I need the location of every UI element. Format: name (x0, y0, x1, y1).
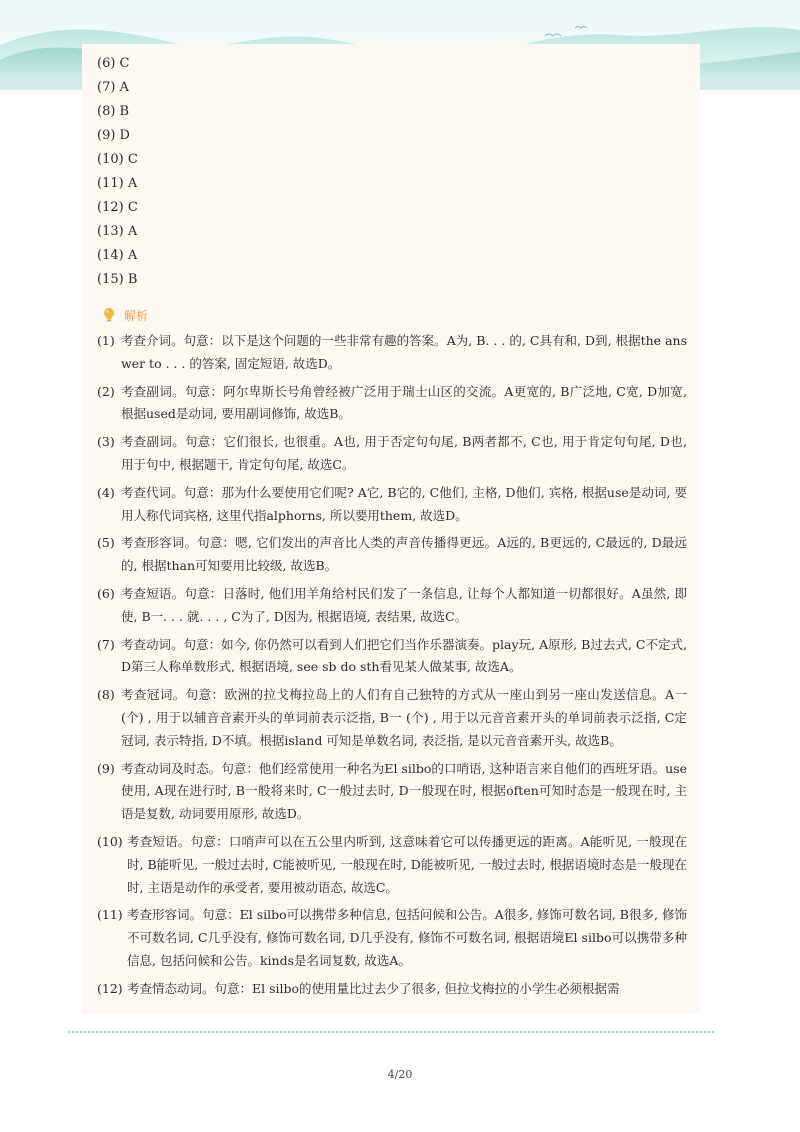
explanation-item (97, 978, 687, 1001)
answer-line: (14) A (97, 248, 138, 263)
explanation-number: (8) (97, 687, 115, 703)
explanation-item (97, 431, 687, 477)
explanation-text: 考查动词。句意：如今, 你仍然可以看到人们把它们当作乐器演奏。play玩, A原形, B过去式, C不定式, D第三人称单数形式, 根据语境, see sb do sth看见某人做某事, 故选A。 (121, 636, 687, 675)
explanation-item (97, 482, 687, 528)
answer-line: (7) A (97, 80, 129, 95)
explanation-number: (10) (97, 833, 123, 849)
answer-line: (6) C (97, 56, 130, 71)
explanation-item (97, 330, 687, 376)
explanation-text: 考查形容词。句意：El silbo可以携带多种信息, 包括问候和公告。A很多, 修饰可数名词, B很多, 修饰不可数名词, C几乎没有, 修饰可数名词, D几乎没有, 修饰不可数名词, 根据语境El silbo可以携带多种信息, 包括问候和公告。kinds是名词复数, 故选A。 (127, 907, 687, 968)
explanation-number: (5) (97, 535, 115, 551)
explanation-text: 考查形容词。句意：嗯, 它们发出的声音比人类的声音传播得更远。A远的, B更远的, C最远的, D最远的, 根据than可知要用比较级, 故选B。 (121, 535, 687, 574)
explanation-number: (2) (97, 383, 115, 399)
explanation-item (97, 532, 687, 578)
explanation-text: 考查情态动词。句意：El silbo的使用量比过去少了很多, 但拉戈梅拉的小学生必须根据需 (127, 980, 620, 996)
answer-line: (15) B (97, 272, 138, 287)
lightbulb-icon (100, 306, 118, 324)
explanation-text: 考查动词及时态。句意：他们经常使用一种名为El silbo的口哨语, 这种语言来自他们的西班牙语。use使用, A现在进行时, B一般将来时, C一般过去时, D一般现在时, 根据often可知时态是一般现在时, 主语是复数, 动词要用原形, 故选D。 (121, 760, 687, 822)
answer-line: (13) A (97, 224, 138, 239)
explanation-item (97, 684, 687, 752)
explanation-text: 考查代词。句意：那为什么要使用它们呢? A它, B它的, C他们, 主格, D他们, 宾格, 根据use是动词, 要用人称代词宾格, 这里代指alphorns, 所以要用them, 故选D。 (121, 484, 687, 523)
footer-divider (68, 1031, 714, 1033)
explanation-item (97, 758, 687, 826)
explanation-item (97, 381, 687, 427)
explanation-number: (1) (97, 333, 115, 348)
answer-line: (11) A (97, 176, 138, 191)
explanation-item (97, 904, 687, 972)
explanation-text: 考查短语。句意：日落时, 他们用羊角给村民们发了一条信息, 让每个人都知道一切都很好。A虽然, 即使, B一. . . 就. . . , C为了, D因为, 根据语境, 表结果, 故选C。 (121, 585, 687, 624)
answer-line: (9) D (97, 128, 130, 143)
explanation-number: (6) (97, 585, 115, 601)
explanation-item (97, 583, 687, 629)
explanation-text: 考查介词。句意：以下是这个问题的一些非常有趣的答案。A为, B. . . 的, C具有和, D到, 根据the answer to . . . 的答案, 固定短语, 故选D。 (121, 333, 687, 371)
answer-line: (8) B (97, 104, 130, 119)
explanation-number: (12) (97, 980, 123, 996)
analysis-label: 解析 (124, 308, 149, 323)
explanation-number: (7) (97, 636, 115, 652)
page-number: 4/20 (387, 1068, 413, 1081)
answer-line: (10) C (97, 152, 138, 167)
explanation-number: (3) (97, 434, 115, 450)
explanation-text: 考查副词。句意：阿尔卑斯长号角曾经被广泛用于瑞士山区的交流。A更宽的, B广泛地, C宽, D加宽, 根据used是动词, 要用副词修饰, 故选B。 (121, 383, 687, 422)
explanation-number: (9) (97, 760, 115, 776)
explanation-number: (4) (97, 484, 115, 500)
explanation-item (97, 831, 687, 899)
explanation-text: 考查副词。句意：它们很长, 也很重。A也, 用于否定句句尾, B两者都不, C也, 用于肯定句句尾, D也, 用于句中, 根据题干, 肯定句句尾, 故选C。 (121, 434, 687, 472)
analysis-heading (100, 304, 148, 326)
explanation-number: (11) (97, 907, 123, 923)
explanation-text: 考查短语。句意：口哨声可以在五公里内听到, 这意味着它可以传播更远的距离。A能听见, 一般现在时, B能听见, 一般过去时, C能被听见, 一般现在时, D能被听见, 一般过去时, 根据语境时态是一般现在时, 主语是动作的承受者, 要用被动语态, 故选C。 (127, 833, 687, 895)
explanation-list (97, 330, 687, 1006)
answer-list (97, 52, 138, 292)
explanation-item (97, 634, 687, 680)
explanation-text: 考查冠词。句意：欧洲的拉戈梅拉岛上的人们有自己独特的方式从一座山到另一座山发送信息。A一 (个) , 用于以辅音音素开头的单词前表示泛指, B一 (个) , 用于以元音音素开头的单词前表示泛指, C定冠词, 表示特指, D不填。根据island 可知是单数名词, 表泛指, 是以元音音素开头, 故选B。 (121, 687, 687, 748)
answer-line: (12) C (97, 200, 138, 215)
